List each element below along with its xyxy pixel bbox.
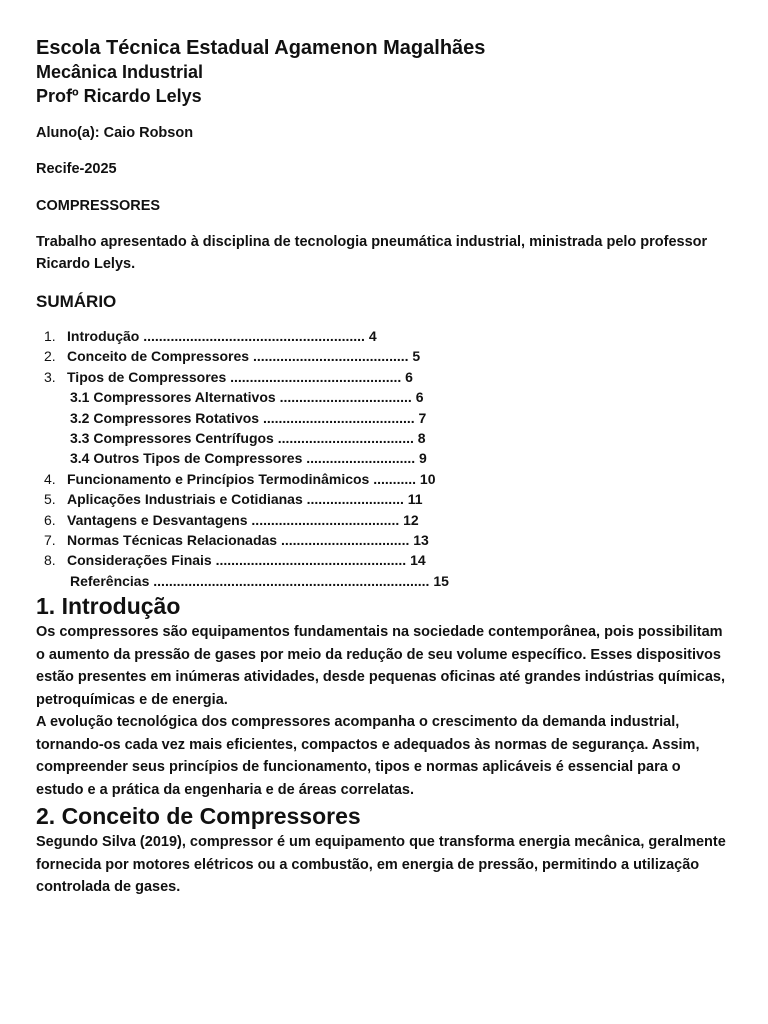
section-paragraph: Os compressores são equipamentos fundamentais na sociedade contemporânea, pois possibilitam o aumento da pressão de gases por meio da redução de seu volume específico. Esses dispositivos estão presentes em inúmeras atividades, desde pequenas oficinas até grandes indústrias químicas, petroquímicas e de energia. — [36, 624, 726, 708]
toc-item — [36, 489, 732, 509]
toc-item — [36, 550, 732, 570]
toc-item-references — [36, 571, 732, 591]
toc-item — [36, 530, 732, 550]
toc-subitem — [36, 448, 732, 468]
school-name: Escola Técnica Estadual Agamenon Magalhães — [36, 37, 486, 59]
document-description: Trabalho apresentado à disciplina de tecnologia pneumática industrial, ministrada pelo professor Ricardo Lelys. — [36, 234, 708, 272]
student-name: Aluno(a): Caio Robson — [36, 125, 194, 141]
toc-item-text: Aplicações Industriais e Cotidianas ......................... 11 — [67, 491, 423, 508]
toc-item-text: Considerações Finais ................................................. 14 — [67, 552, 426, 569]
toc-item-text: Referências ....................................................................... 15 — [70, 572, 449, 589]
toc-subitem — [36, 428, 732, 448]
section-heading-introduction: 1. Introdução — [36, 593, 181, 620]
toc-item-text: 3.4 Outros Tipos de Compressores ............................ 9 — [70, 450, 427, 467]
toc-subitem — [36, 387, 732, 407]
toc-item-text: Funcionamento e Princípios Termodinâmicos ........... 10 — [67, 470, 436, 487]
toc-item-number: 3. — [44, 368, 56, 385]
toc-item — [36, 510, 732, 530]
toc-item-number: 1. — [44, 328, 56, 344]
toc-item-text: 3.1 Compressores Alternativos .................................. 6 — [70, 389, 424, 406]
toc-item-text: 3.3 Compressores Centrífugos ................................... 8 — [70, 429, 426, 446]
toc-title: SUMÁRIO — [36, 292, 117, 311]
document-topic: COMPRESSORES — [36, 198, 161, 214]
toc-item — [36, 346, 732, 366]
toc-item-text: Conceito de Compressores ........................................ 5 — [67, 348, 421, 365]
toc-item-text: Normas Técnicas Relacionadas ................................. 13 — [67, 531, 429, 548]
toc-item — [36, 326, 732, 346]
toc-item — [36, 469, 732, 489]
toc-item-text: Vantagens e Desvantagens ...................................... 12 — [67, 511, 419, 528]
toc-item — [36, 367, 732, 387]
section-paragraph: Segundo Silva (2019), compressor é um equipamento que transforma energia mecânica, geralmente fornecida por motores elétricos ou a combustão, em energia de pressão, permitindo a utilização controlada de gases. — [36, 834, 726, 896]
section-heading-concept: 2. Conceito de Compressores — [36, 803, 361, 830]
toc-item-number: 6. — [44, 511, 56, 528]
toc-item-text: Introdução ......................................................... 4 — [67, 328, 377, 344]
toc-item-text: Tipos de Compressores ............................................ 6 — [67, 368, 413, 385]
section-paragraph: A evolução tecnológica dos compressores acompanha o crescimento da demanda industrial, tornando-os cada vez mais eficientes, compactos e adequados às normas de segurança. Assim, compreender seus princípios de funcionamento, tipos e normas aplicáveis é essencial para o estudo e a prática da engenharia e de áreas correlatas. — [36, 714, 700, 798]
toc-item-number: 5. — [44, 491, 56, 508]
toc-subitem — [36, 408, 732, 428]
toc-item-number: 7. — [44, 531, 56, 548]
toc-item-number: 4. — [44, 470, 56, 487]
toc-item-number: 8. — [44, 552, 56, 569]
table-of-contents — [36, 326, 732, 591]
professor-name: Profº Ricardo Lelys — [36, 86, 202, 106]
toc-item-number: 2. — [44, 348, 56, 365]
place-year: Recife-2025 — [36, 161, 117, 177]
toc-item-text: 3.2 Compressores Rotativos ....................................... 7 — [70, 409, 427, 426]
course-name: Mecânica Industrial — [36, 62, 204, 82]
